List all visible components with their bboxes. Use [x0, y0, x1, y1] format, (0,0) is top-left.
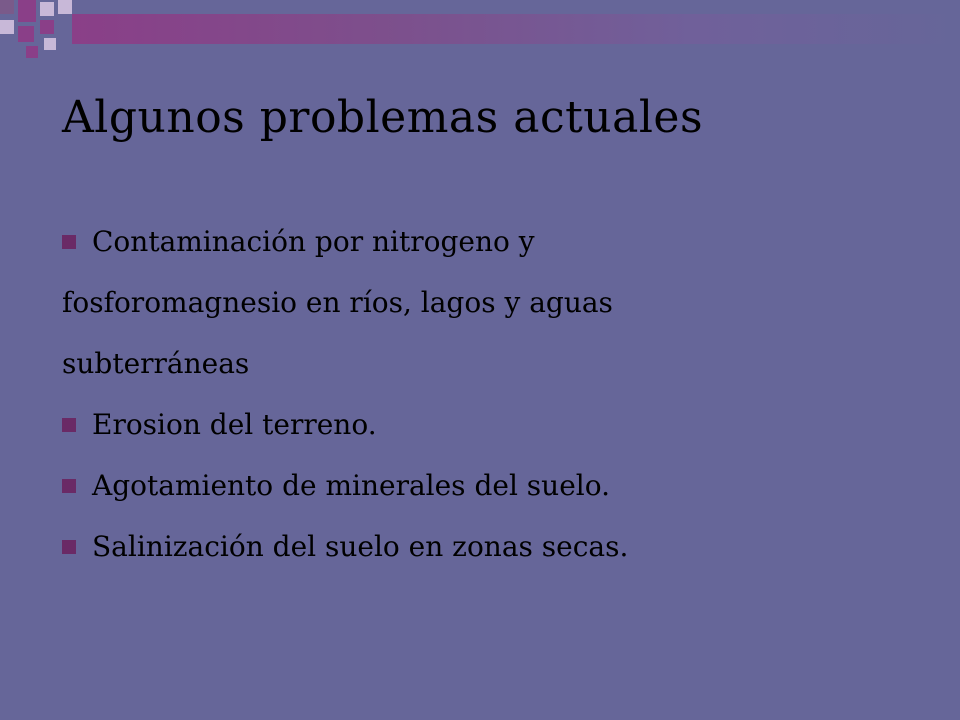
list-item-text: subterráneas [62, 347, 250, 380]
list-item [62, 399, 922, 460]
list-item-text: Agotamiento de minerales del suelo. [92, 469, 610, 502]
bullet-square-icon [62, 479, 76, 493]
list-item-continuation [62, 277, 922, 338]
list-item-text: Erosion del terreno. [92, 408, 377, 441]
decor-square [18, 0, 36, 22]
list-item [62, 216, 922, 277]
list-item-text: Salinización del suelo en zonas secas. [92, 530, 629, 563]
list-item-text: fosforomagnesio en ríos, lagos y aguas [62, 286, 613, 319]
bullet-square-icon [62, 540, 76, 554]
list-item [62, 521, 922, 582]
slide-title: Algunos problemas actuales [62, 92, 704, 143]
decor-square [44, 38, 56, 50]
decor-square [0, 0, 14, 14]
list-item-continuation [62, 338, 922, 399]
list-item [62, 460, 922, 521]
decor-square [58, 0, 72, 14]
list-item-text: Contaminación por nitrogeno y [92, 225, 535, 258]
decor-top-bar [72, 14, 960, 44]
decor-square [18, 26, 34, 42]
decor-square [40, 2, 54, 16]
bullet-list [62, 216, 922, 582]
decor-square [40, 20, 54, 34]
decor-square [26, 46, 38, 58]
decor-square [0, 20, 14, 34]
bullet-square-icon [62, 418, 76, 432]
bullet-square-icon [62, 235, 76, 249]
